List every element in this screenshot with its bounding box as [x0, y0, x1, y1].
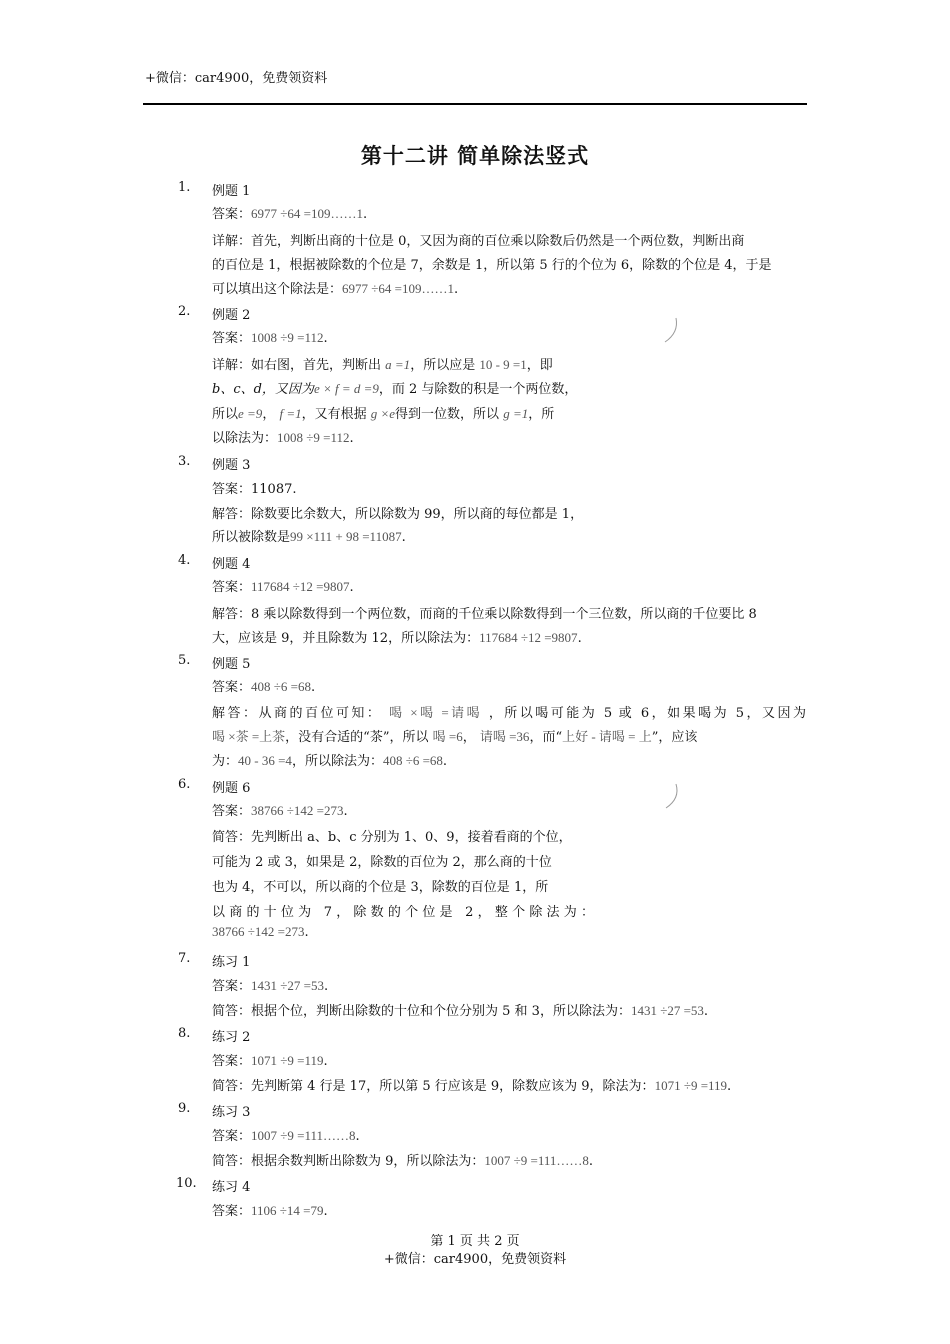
item-label: 例题 6	[212, 781, 251, 796]
detail-line: 可以填出这个除法是：6977 ÷64 =109……1.	[212, 281, 459, 297]
item-number: 8.	[178, 1026, 191, 1041]
answer-prefix: 答案：	[212, 804, 252, 819]
page-title: 第十二讲 简单除法竖式	[360, 143, 590, 168]
answer-math: 408 ÷6 =68	[251, 679, 311, 694]
answer-math: 117684 ÷12 =9807	[251, 579, 350, 594]
detail-text: 得到一位数，所以	[395, 407, 500, 422]
detail-line: 解答：8 乘以除数得到一个两位数，而商的千位乘以除数得到一个三位数，所以商的千位要比 8	[212, 607, 757, 622]
answer-line: 答案：1008 ÷9 =112.	[212, 330, 328, 346]
detail-math: 1008 ÷9 =112	[277, 430, 350, 445]
answer-prefix: 答案：	[212, 1204, 252, 1219]
answer-prefix: 答案：	[212, 331, 252, 346]
detail-line	[212, 354, 553, 373]
detail-math: 117684 ÷12 =9807	[479, 630, 578, 645]
item-label: 例题 3	[212, 458, 251, 473]
item-label: 例题 5	[212, 657, 251, 672]
detail-math: 喝 =6	[432, 729, 463, 744]
detail-math: 6977 ÷64 =109……1	[342, 281, 454, 296]
answer-line: 答案：117684 ÷12 =9807.	[212, 579, 354, 595]
detail-text: ，所以应是	[410, 358, 476, 373]
detail-line	[212, 702, 806, 721]
detail-math: a =1	[385, 357, 411, 372]
item-number: 6.	[178, 777, 191, 792]
item-label: 练习 2	[212, 1030, 251, 1045]
answer-math: 1431 ÷27 =53	[251, 978, 324, 993]
detail-text: ，而 2 与除数的积是一个两位数，	[378, 382, 578, 397]
detail-text: 大，应该是 9，并且除数为 12，所以除法为：	[212, 631, 480, 646]
footer-text: +微信：car4900，免费领资料	[383, 1252, 567, 1267]
detail-text: 为：	[212, 754, 239, 769]
item-label: 练习 1	[212, 955, 251, 970]
detail-line	[212, 378, 577, 397]
header-rule	[143, 103, 807, 105]
figure-stroke-mark	[662, 316, 682, 344]
detail-text: b、c、d，又因为	[212, 382, 314, 397]
figure-stroke-mark	[664, 782, 684, 810]
item-label: 练习 4	[212, 1180, 251, 1195]
item-number: 5.	[178, 653, 191, 668]
item-number: 4.	[178, 553, 191, 568]
detail-text: 所以被除数是	[212, 530, 291, 545]
item-label: 例题 1	[212, 184, 251, 199]
detail-math: g ×e	[370, 406, 396, 421]
item-number: 10.	[176, 1176, 197, 1191]
detail-line: 的百位是 1，根据被除数的个位是 7，余数是 1，所以第 5 行的个位为 6，除数的个位是 4，于是	[212, 258, 772, 273]
detail-line: 解答：除数要比余数大，所以除数为 99，所以商的每位都是 1，	[212, 507, 584, 522]
detail-text: ，所以喝可能为 5 或 6，如果喝为 5，又因为	[488, 706, 806, 721]
detail-line: 简答：先判断第 4 行是 17，所以第 5 行应该是 9，除数应该为 9，除法为：1071 ÷9 =119.	[212, 1078, 732, 1094]
header-text: +微信：car4900，免费领资料	[145, 71, 328, 86]
detail-math: 上好 - 请喝 = 上	[562, 729, 652, 744]
detail-math: 1071 ÷9 =119	[654, 1078, 728, 1093]
detail-math: e =9	[238, 406, 263, 421]
detail-text: 解答：从商的百位可知：	[212, 706, 383, 721]
answer-prefix: 答案：	[212, 580, 252, 595]
detail-line: 简答：先判断出 a、b、c 分别为 1、0、9，接着看商的个位，	[212, 830, 572, 845]
detail-line: 也为 4，不可以，所以商的个位是 3，除数的百位是 1，所	[212, 880, 549, 895]
detail-math: e × f = d =9	[313, 381, 379, 396]
item-number: 2.	[178, 304, 191, 319]
detail-math: 38766 ÷142 =273	[212, 924, 305, 939]
answer-line: 答案：408 ÷6 =68.	[212, 679, 316, 695]
detail-line: 38766 ÷142 =273.	[212, 924, 309, 940]
detail-text: 简答：根据余数判断出除数为 9，所以除法为：	[212, 1154, 485, 1169]
detail-text: 以除法为：	[212, 431, 278, 446]
detail-text: ，而“	[529, 730, 563, 745]
answer-prefix: 答案：	[212, 1129, 252, 1144]
answer-math: 1007 ÷9 =111……8	[251, 1128, 356, 1143]
detail-line: 大，应该是 9，并且除数为 12，所以除法为：117684 ÷12 =9807.	[212, 630, 582, 646]
detail-math: 10 - 9 =1	[479, 357, 527, 372]
detail-line: 简答：根据个位，判断出除数的十位和个位分别为 5 和 3，所以除法为：1431 ÷27 =53.	[212, 1003, 709, 1019]
answer-line: 答案：1431 ÷27 =53.	[212, 978, 329, 994]
page-number: 第 1 页 共 2 页	[430, 1234, 520, 1249]
detail-math: 喝 ×茶 =上茶	[212, 729, 286, 744]
detail-math: 408 ÷6 =68	[382, 753, 443, 768]
item-label: 例题 4	[212, 557, 251, 572]
detail-line: 以除法为：1008 ÷9 =112.	[212, 430, 354, 446]
detail-line: 为：40 - 36 =4，所以除法为：408 ÷6 =68.	[212, 753, 448, 769]
answer-math: 1106 ÷14 =79	[251, 1203, 324, 1218]
answer-math: 1071 ÷9 =119	[251, 1053, 324, 1068]
detail-math: f =1	[279, 406, 302, 421]
detail-math: 1431 ÷27 =53	[630, 1003, 704, 1018]
item-label: 练习 3	[212, 1105, 251, 1120]
answer-line: 答案：11087.	[212, 482, 297, 497]
detail-text: ，又有根据	[301, 407, 367, 422]
detail-text: 简答：先判断第 4 行是 17，所以第 5 行应该是 9，除数应该为 9，除法为：	[212, 1079, 655, 1094]
detail-math: g =1	[503, 406, 529, 421]
answer-prefix: 答案：	[212, 1054, 252, 1069]
detail-text: ，所	[528, 407, 555, 422]
detail-line: 简答：根据余数判断出除数为 9，所以除法为：1007 ÷9 =111……8.	[212, 1153, 594, 1169]
detail-math: 喝 ×喝 =请喝	[389, 705, 483, 720]
detail-text: 可以填出这个除法是：	[212, 282, 343, 297]
detail-line: 所以e =9， f =1，又有根据 g ×e得到一位数，所以 g =1，所	[212, 406, 555, 422]
answer-math: 38766 ÷142 =273	[251, 803, 344, 818]
item-number: 3.	[178, 454, 191, 469]
answer-line: 答案：1007 ÷9 =111……8.	[212, 1128, 360, 1144]
answer-math: 6977 ÷64 =109……1	[251, 206, 363, 221]
answer-prefix: 答案：	[212, 207, 252, 222]
answer-math: 1008 ÷9 =112	[251, 330, 324, 345]
detail-math: 99 ×111 + 98 =11087	[290, 529, 402, 544]
detail-math: 请喝 =36	[479, 729, 530, 744]
detail-math: 40 - 36 =4	[238, 753, 292, 768]
detail-text: ，没有合适的“茶”，所以	[285, 730, 429, 745]
answer-prefix: 答案：	[212, 680, 252, 695]
detail-text: ，即	[526, 358, 553, 373]
detail-line: 喝 ×茶 =上茶，没有合适的“茶”，所以 喝 =6， 请喝 =36，而“上好 - 请喝 = 上”，应该	[212, 729, 698, 745]
item-number: 7.	[178, 951, 191, 966]
answer-line: 答案：6977 ÷64 =109……1.	[212, 206, 368, 222]
item-number: 9.	[178, 1101, 191, 1116]
detail-text: 简答：根据个位，判断出除数的十位和个位分别为 5 和 3，所以除法为：	[212, 1004, 631, 1019]
detail-line: 可能为 2 或 3，如果是 2，除数的百位为 2，那么商的十位	[212, 855, 552, 870]
detail-line: 详解：首先，判断出商的十位是 0，又因为商的百位乘以除数后仍然是一个两位数，判断出商	[212, 234, 745, 249]
detail-math: 1007 ÷9 =111……8	[484, 1153, 589, 1168]
item-label: 例题 2	[212, 308, 251, 323]
answer-prefix: 答案：	[212, 979, 252, 994]
detail-text: ”，应该	[651, 730, 698, 745]
answer-line: 答案：1071 ÷9 =119.	[212, 1053, 328, 1069]
answer-line: 答案：1106 ÷14 =79.	[212, 1203, 328, 1219]
detail-text: 所以	[212, 407, 239, 422]
item-number: 1.	[178, 180, 191, 195]
answer-line: 答案：38766 ÷142 =273.	[212, 803, 348, 819]
detail-line: 以商的十位为 7，除数的个位是 2，整个除法为：	[212, 905, 594, 920]
detail-line: 所以被除数是99 ×111 + 98 =11087.	[212, 529, 406, 545]
detail-text: ，所以除法为：	[291, 754, 383, 769]
detail-text: 详解：如右图，首先，判断出	[212, 358, 382, 373]
